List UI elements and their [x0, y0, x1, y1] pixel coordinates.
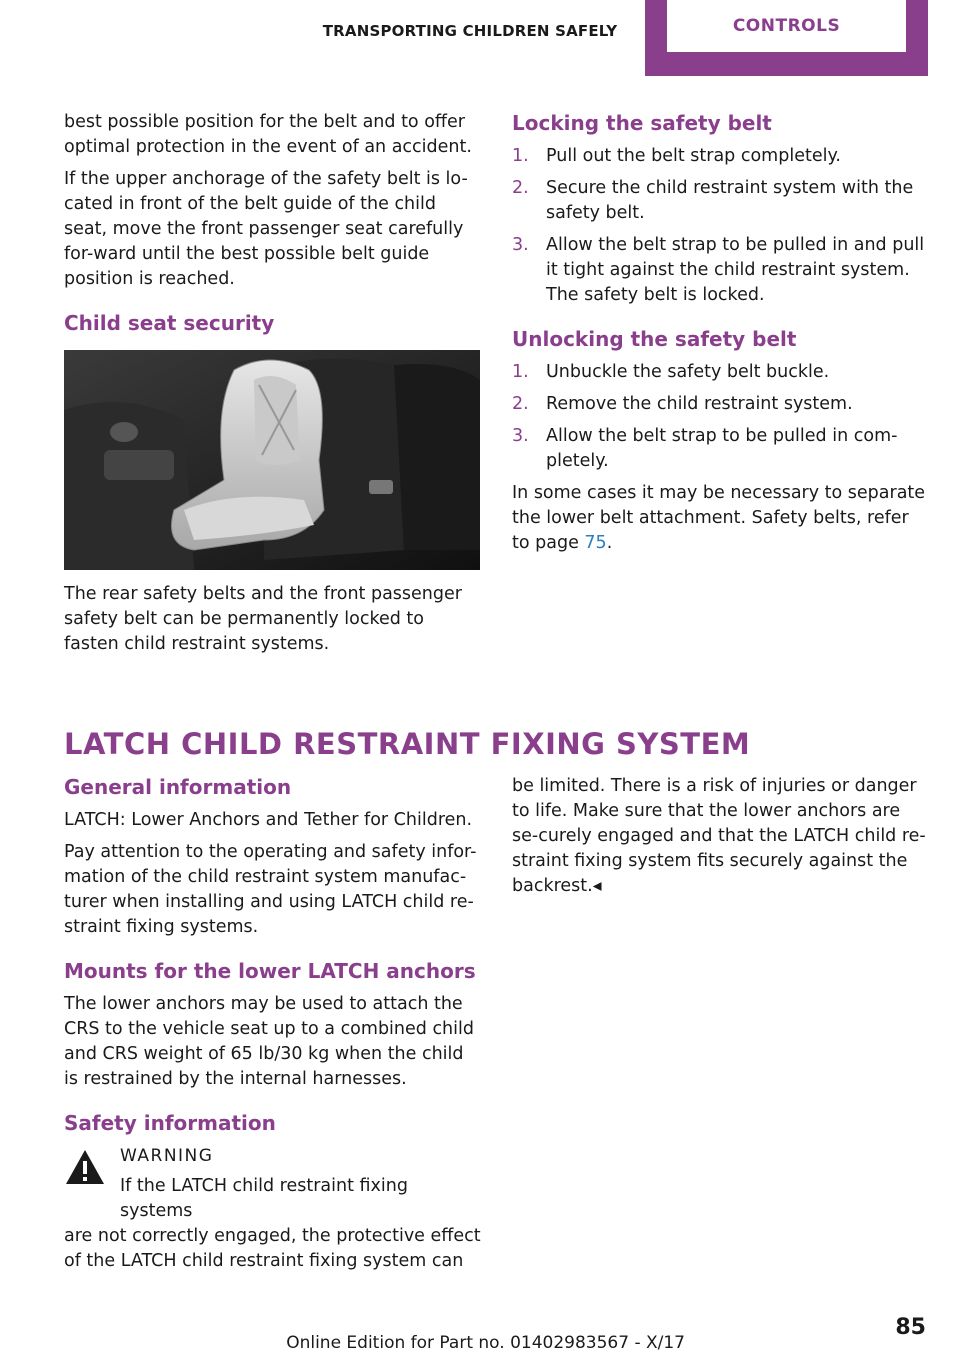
step-text: Pull out the belt strap completely.: [546, 146, 841, 166]
paragraph-text: .: [606, 533, 613, 553]
paragraph-text: In some cases it may be necessary to separate the lower belt attachment. Safety belts, refer to page: [512, 483, 926, 553]
warning-label: WARNING: [120, 1146, 214, 1166]
list-item: [512, 392, 930, 417]
step-number: 1.: [512, 146, 529, 166]
child-seat-photo: [64, 350, 480, 570]
step-text: Allow the belt strap to be pulled in and pull it tight against the child restraint system. The safety belt is locked.: [546, 235, 925, 305]
list-item: [512, 144, 930, 169]
step-text: Unbuckle the safety belt buckle.: [546, 362, 830, 382]
latch-right-column: [512, 774, 930, 906]
paragraph: best possible position for the belt and to offer optimal protection in the event of an accident.: [64, 112, 472, 157]
warning-text-continued: be limited. There is a risk of injuries or danger to life. Make sure that the lower anchors are se-curely engaged and that the LATCH child re-straint fixing system fits securely against the backrest.◂: [512, 776, 926, 896]
warning-triangle-icon: [64, 1148, 106, 1186]
warning-text: If the LATCH child restraint fixing systems: [120, 1176, 408, 1221]
latch-section: [64, 727, 928, 761]
paragraph: LATCH: Lower Anchors and Tether for Children.: [64, 810, 473, 830]
paragraph: Pay attention to the operating and safety infor-mation of the child restraint system manufac-turer when installing and using LATCH child re-straint fixing systems.: [64, 842, 477, 937]
page-link[interactable]: 75: [584, 533, 607, 553]
paragraph: If the upper anchorage of the safety belt is lo-cated in front of the belt guide of the child seat, move the front passenger seat carefully for-ward until the best possible belt guide position is reached.: [64, 169, 468, 289]
step-number: 1.: [512, 362, 529, 382]
locking-steps: [512, 144, 930, 308]
step-text: Remove the child restraint system.: [546, 394, 853, 414]
unlocking-heading: Unlocking the safety belt: [512, 327, 797, 351]
mounts-heading: Mounts for the lower LATCH anchors: [64, 959, 476, 983]
list-item: [512, 360, 930, 385]
warning-block: [64, 1144, 482, 1224]
left-column-top: [64, 110, 482, 664]
latch-left-column: [64, 774, 482, 1281]
page-number: 85: [895, 1315, 926, 1340]
right-column-top: [512, 110, 930, 563]
edition-note: Online Edition for Part no. 01402983567 - X/17: [286, 1333, 685, 1353]
step-number: 2.: [512, 394, 529, 414]
list-item: [512, 424, 930, 474]
chapter-tab[interactable]: [645, 0, 928, 76]
list-item: [512, 176, 930, 226]
paragraph: The rear safety belts and the front passenger safety belt can be permanently locked to fasten child restraint systems.: [64, 584, 462, 654]
chapter-tab-label: CONTROLS: [732, 16, 841, 36]
step-number: 3.: [512, 235, 529, 255]
safety-info-heading: Safety information: [64, 1111, 276, 1135]
locking-heading: Locking the safety belt: [512, 111, 772, 135]
warning-text-continued: are not correctly engaged, the protective effect of the LATCH child restraint fixing system can: [64, 1226, 481, 1271]
list-item: [512, 233, 930, 308]
paragraph: The lower anchors may be used to attach the CRS to the vehicle seat up to a combined child and CRS weight of 65 lb/30 kg when the child is restrained by the internal harnesses.: [64, 994, 474, 1089]
unlocking-steps: [512, 360, 930, 474]
paragraph: [512, 481, 930, 556]
child-seat-security-heading: Child seat security: [64, 311, 275, 335]
step-text: Secure the child restraint system with the safety belt.: [546, 178, 914, 223]
section-title: TRANSPORTING CHILDREN SAFELY: [322, 22, 618, 40]
step-text: Allow the belt strap to be pulled in com-pletely.: [546, 426, 898, 471]
general-info-heading: General information: [64, 775, 292, 799]
step-number: 3.: [512, 426, 529, 446]
step-number: 2.: [512, 178, 529, 198]
latch-title: LATCH CHILD RESTRAINT FIXING SYSTEM: [64, 727, 751, 761]
